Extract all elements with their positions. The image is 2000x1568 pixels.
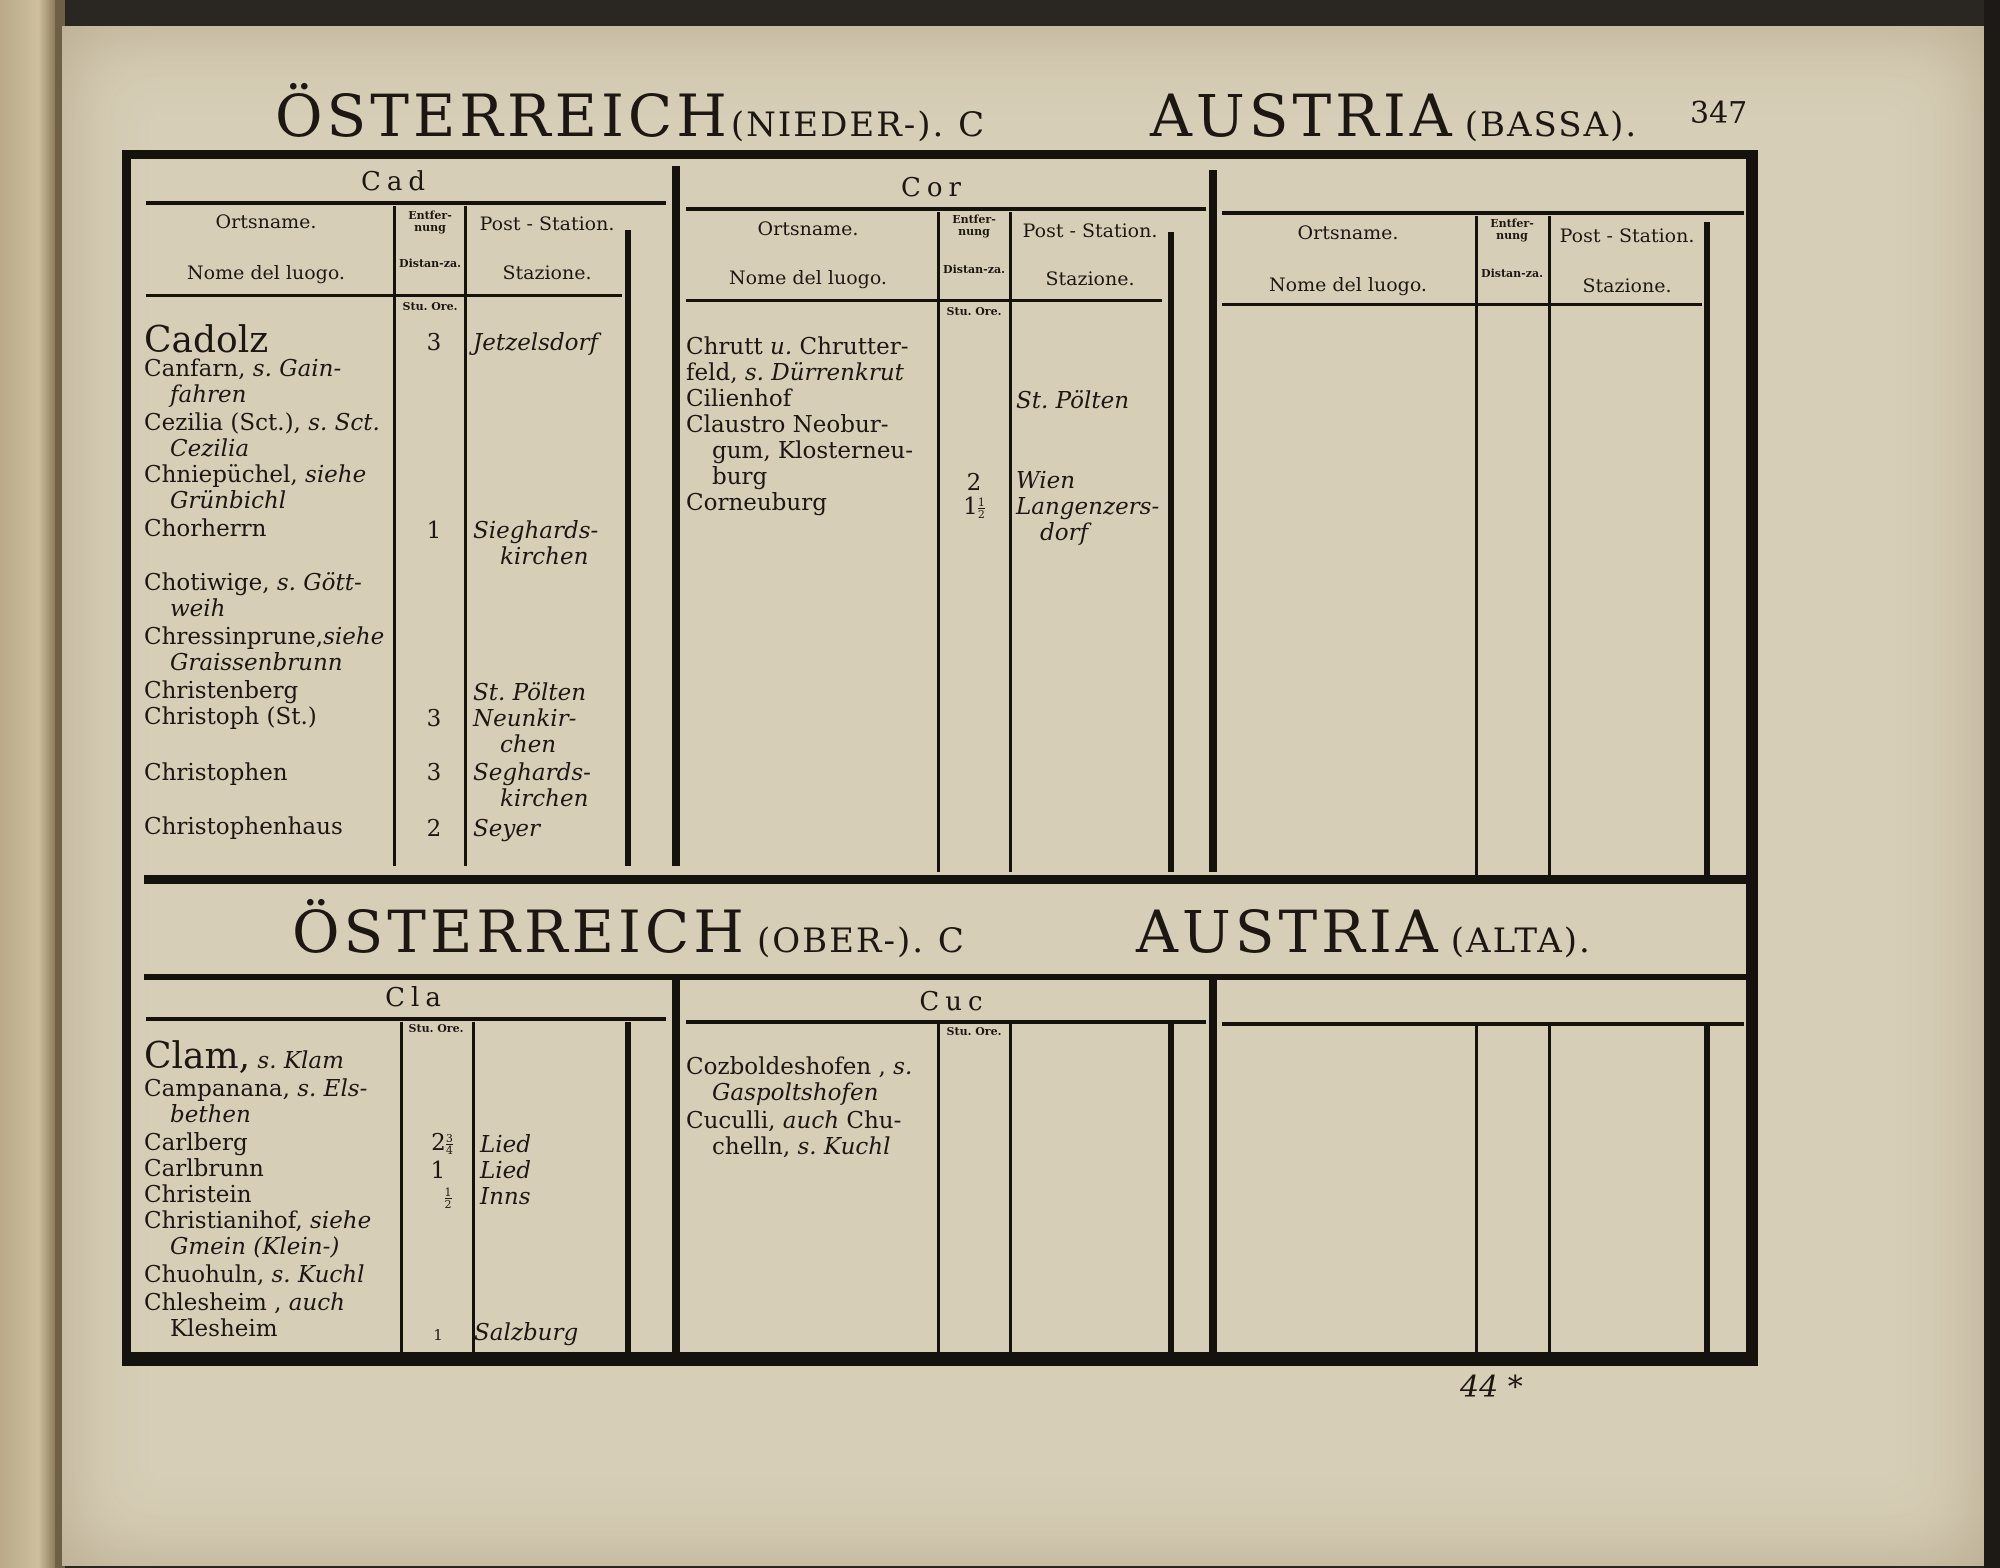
reference: s. Els- xyxy=(297,1076,368,1102)
cad-post-station-cont: kirchen xyxy=(500,544,589,570)
numerator: 1 xyxy=(977,495,985,509)
vr-cla-dist-left xyxy=(400,1022,403,1352)
cad-distance: 3 xyxy=(426,330,442,356)
group-label-cuc: Cuc xyxy=(919,987,989,1017)
dist-whole: 1 xyxy=(963,494,978,520)
title-word: ÖSTERREICH xyxy=(292,898,748,966)
cla-entry: Carlberg xyxy=(144,1130,248,1156)
header-nome: Nome del luogo. xyxy=(729,267,887,289)
cad-post-station: Neunkir- xyxy=(473,706,577,732)
section1-title-it xyxy=(1150,82,1638,150)
reference: s. Dürrenkrut xyxy=(744,360,904,386)
vr-third-post-right xyxy=(1704,222,1710,876)
title-sub: (OBER-). C xyxy=(756,921,966,961)
cla-entry-cont: Klesheim xyxy=(170,1316,278,1342)
group-label-cor: Cor xyxy=(901,173,967,203)
cor-entry: Corneuburg xyxy=(686,490,827,516)
background-edge xyxy=(1984,0,2000,1568)
place-name: Chuohuln, xyxy=(144,1262,265,1288)
cla-post-station: Lied xyxy=(480,1158,531,1184)
cla-distance: 1 xyxy=(433,1326,443,1344)
header-entfernung: Entfer-nung xyxy=(952,213,996,238)
cad-distance: 3 xyxy=(426,706,442,732)
cor-entry: Claustro Neobur- xyxy=(686,412,889,438)
cor-post-station-cont: dorf xyxy=(1040,520,1089,546)
cad-entry: Christoph (St.) xyxy=(144,704,317,730)
cla-entry xyxy=(144,1290,345,1316)
reference: s. Kuchl xyxy=(797,1134,891,1160)
vr-cuc-dist-left xyxy=(937,1024,940,1352)
dist-fraction xyxy=(445,1187,452,1210)
cor-distance: 2 xyxy=(966,470,982,496)
table-frame xyxy=(122,150,1758,1366)
cad-entry-cont: weih xyxy=(170,596,226,622)
cad-distance: 3 xyxy=(426,760,442,786)
title-word: ÖSTERREICH xyxy=(275,82,731,150)
vr-block1-sep xyxy=(672,166,680,866)
denominator: 2 xyxy=(444,1197,452,1211)
reference: s. Gött- xyxy=(276,570,362,596)
cad-post-station: Seghards- xyxy=(473,760,591,786)
cad-entry: Christophenhaus xyxy=(144,814,343,840)
section2-title-de xyxy=(292,898,966,966)
header-post: Post - Station. xyxy=(479,213,615,235)
cad-post-station-cont: chen xyxy=(500,732,557,758)
page-number: 347 xyxy=(1690,96,1748,131)
cad-post-station: Jetzelsdorf xyxy=(473,330,599,356)
cad-entry: Chorherrn xyxy=(144,516,267,542)
vr-third-dist-left xyxy=(1475,216,1478,876)
reference: s. Kuchl xyxy=(271,1262,365,1288)
header-distanza: Distan-za. xyxy=(399,257,461,270)
section2-rule xyxy=(144,974,1752,980)
cor-post-station: Langenzers- xyxy=(1016,494,1160,520)
vr-cla-post-right xyxy=(625,1022,631,1352)
place-name: Chotiwige, xyxy=(144,570,270,596)
reference: auch xyxy=(782,1108,840,1134)
cuc-entry xyxy=(686,1054,912,1080)
cad-entry: Christophen xyxy=(144,760,288,786)
vr-third2-post-right xyxy=(1704,1026,1710,1352)
rule-cad-top xyxy=(146,201,666,205)
rule-third-top xyxy=(1222,211,1744,215)
cad-entry-cont: Graissenbrunn xyxy=(170,650,343,676)
cad-entry-cont: fahren xyxy=(170,382,247,408)
vr-cor-post-right xyxy=(1168,232,1174,872)
rule-cla-top xyxy=(146,1017,666,1021)
header-stazione: Stazione. xyxy=(502,262,592,284)
cuc-entry-cont: Gaspoltshofen xyxy=(712,1080,879,1106)
denominator: 2 xyxy=(977,507,985,521)
vr-cad-dist-left xyxy=(393,206,396,866)
cla-entry xyxy=(144,1208,371,1234)
header-ortsname: Ortsname. xyxy=(757,218,859,240)
header-distanza: Distan-za. xyxy=(943,263,1005,276)
vr-cor-dist-left xyxy=(937,212,940,872)
header-stu-ore: Stu. Ore. xyxy=(408,1022,464,1035)
title-word: AUSTRIA xyxy=(1136,898,1442,966)
header-post: Post - Station. xyxy=(1559,225,1695,247)
rule-third2-top xyxy=(1222,1022,1744,1026)
denominator: 4 xyxy=(445,1143,453,1157)
vr-third2-dist-left xyxy=(1475,1026,1478,1352)
section-divider xyxy=(144,875,1752,884)
cla-distance xyxy=(412,1130,472,1156)
title-sub: (ALTA). xyxy=(1450,921,1592,961)
numerator: 3 xyxy=(445,1131,453,1145)
vr-third2-dist-right xyxy=(1548,1026,1551,1352)
group-label-cla: Cla xyxy=(385,983,447,1013)
cad-entry xyxy=(144,570,362,596)
dist-fraction xyxy=(978,497,985,520)
rule-cor-header xyxy=(686,299,1162,302)
place-name-cont: Chrutter- xyxy=(799,334,909,360)
cla-entry-cont: bethen xyxy=(170,1102,251,1128)
cla-post-station: Salzburg xyxy=(474,1320,579,1346)
place-name: Cezilia (Sct.), xyxy=(144,410,301,436)
cuc-entry xyxy=(686,1108,901,1134)
cad-entry: Christenberg xyxy=(144,678,299,704)
place-name: Chniepüchel, xyxy=(144,462,298,488)
cor-entry-cont: gum, Klosterneu- xyxy=(712,438,914,464)
header-ortsname: Ortsname. xyxy=(1297,222,1399,244)
reference: siehe xyxy=(310,1208,372,1234)
reference: s. xyxy=(893,1054,913,1080)
cad-entry xyxy=(144,462,366,488)
place-name: Canfarn, xyxy=(144,356,246,382)
title-sub: (NIEDER-). C xyxy=(730,105,987,145)
cad-post-station: Sieghards- xyxy=(473,518,599,544)
vr-block1-sep-2 xyxy=(672,980,680,1352)
cor-entry-cont: burg xyxy=(712,464,768,490)
reference: s. Klam xyxy=(257,1048,344,1074)
vr-cor-dist-right xyxy=(1009,212,1012,872)
place-name: Clam, xyxy=(144,1036,251,1077)
cor-post-station: Wien xyxy=(1016,468,1076,494)
header-stu-ore: Stu. Ore. xyxy=(402,300,458,313)
header-post: Post - Station. xyxy=(1022,220,1158,242)
cor-entry-cont xyxy=(686,360,904,386)
rule-cuc-top xyxy=(686,1020,1206,1024)
reference: siehe xyxy=(305,462,367,488)
cor-entry: Cilienhof xyxy=(686,386,792,412)
place-name: Cuculli, xyxy=(686,1108,776,1134)
title-word: AUSTRIA xyxy=(1150,82,1456,150)
place-name: Cadolz xyxy=(144,320,269,361)
dist-whole: 2 xyxy=(431,1130,446,1156)
cla-entry: Carlbrunn xyxy=(144,1156,264,1182)
header-stu-ore: Stu. Ore. xyxy=(946,305,1002,318)
place-name: feld, xyxy=(686,360,738,386)
cla-distance xyxy=(418,1184,478,1210)
cad-post-station: Seyer xyxy=(473,816,540,842)
reference: s. Gain- xyxy=(252,356,342,382)
group-label-cad: Cad xyxy=(360,167,432,197)
title-sub: (BASSA). xyxy=(1464,105,1639,145)
vr-third-dist-right xyxy=(1548,216,1551,876)
cad-entry-cont: Cezilia xyxy=(170,436,250,462)
rule-third-header xyxy=(1222,303,1702,306)
cad-distance: 2 xyxy=(426,816,442,842)
cad-post-station-cont: kirchen xyxy=(500,786,589,812)
reference: siehe xyxy=(323,624,385,650)
rule-cad-header xyxy=(146,294,622,297)
header-distanza: Distan-za. xyxy=(1481,267,1543,280)
place-name: Cozboldeshofen , xyxy=(686,1054,886,1080)
place-name: chelln, xyxy=(712,1134,791,1160)
cad-post-station: St. Pölten xyxy=(473,680,587,706)
dist-fraction xyxy=(446,1133,453,1156)
cla-post-station: Lied xyxy=(480,1132,531,1158)
previous-page-edge xyxy=(0,0,55,1568)
cor-distance xyxy=(944,494,1004,520)
section1-title-de xyxy=(275,82,986,150)
vr-cad-dist-right xyxy=(464,206,467,866)
rule-cor-top xyxy=(686,207,1206,211)
reference: s. Sct. xyxy=(308,410,380,436)
cla-post-station: Inns xyxy=(480,1184,531,1210)
cla-entry xyxy=(144,1262,364,1288)
signature-mark: 44 * xyxy=(1460,1370,1523,1405)
cla-entry xyxy=(144,1076,367,1102)
reference: u. xyxy=(770,334,793,360)
header-stazione: Stazione. xyxy=(1045,268,1135,290)
header-ortsname: Ortsname. xyxy=(215,211,317,233)
header-nome: Nome del luogo. xyxy=(187,262,345,284)
header-entfernung: Entfer-nung xyxy=(1490,217,1534,242)
header-stazione: Stazione. xyxy=(1582,275,1672,297)
cla-entry-cont: Gmein (Klein-) xyxy=(170,1234,340,1260)
vr-cuc-post-right xyxy=(1168,1024,1174,1352)
cuc-entry-cont xyxy=(712,1134,890,1160)
cad-entry xyxy=(144,356,341,382)
section2-title-it xyxy=(1136,898,1592,966)
vr-block2-sep-2 xyxy=(1209,980,1217,1352)
header-nome: Nome del luogo. xyxy=(1269,274,1427,296)
cad-entry xyxy=(144,410,380,436)
reference: auch xyxy=(288,1290,345,1316)
cla-entry: Christein xyxy=(144,1182,252,1208)
place-name: Campanana, xyxy=(144,1076,290,1102)
place-name: Chrutt xyxy=(686,334,763,360)
header-entfernung: Entfer-nung xyxy=(408,209,452,234)
cad-entry-cont: Grünbichl xyxy=(170,488,287,514)
cor-post-station: St. Pölten xyxy=(1016,388,1130,414)
place-name: Chressinprune, xyxy=(144,624,324,650)
header-stu-ore: Stu. Ore. xyxy=(946,1025,1002,1038)
place-name: Chlesheim , xyxy=(144,1290,282,1316)
cla-distance: 1 xyxy=(430,1158,446,1184)
vr-cad-post-right xyxy=(625,230,631,866)
cor-entry xyxy=(686,334,909,360)
place-name-cont: Chu- xyxy=(846,1108,902,1134)
numerator: 1 xyxy=(444,1185,452,1199)
place-name: Christianihof, xyxy=(144,1208,303,1234)
cla-entry xyxy=(144,1036,344,1077)
vr-cuc-dist-right xyxy=(1009,1024,1012,1352)
vr-block2-sep xyxy=(1209,170,1217,872)
cad-distance: 1 xyxy=(426,518,442,544)
cad-entry xyxy=(144,320,269,361)
cad-entry xyxy=(144,624,384,650)
